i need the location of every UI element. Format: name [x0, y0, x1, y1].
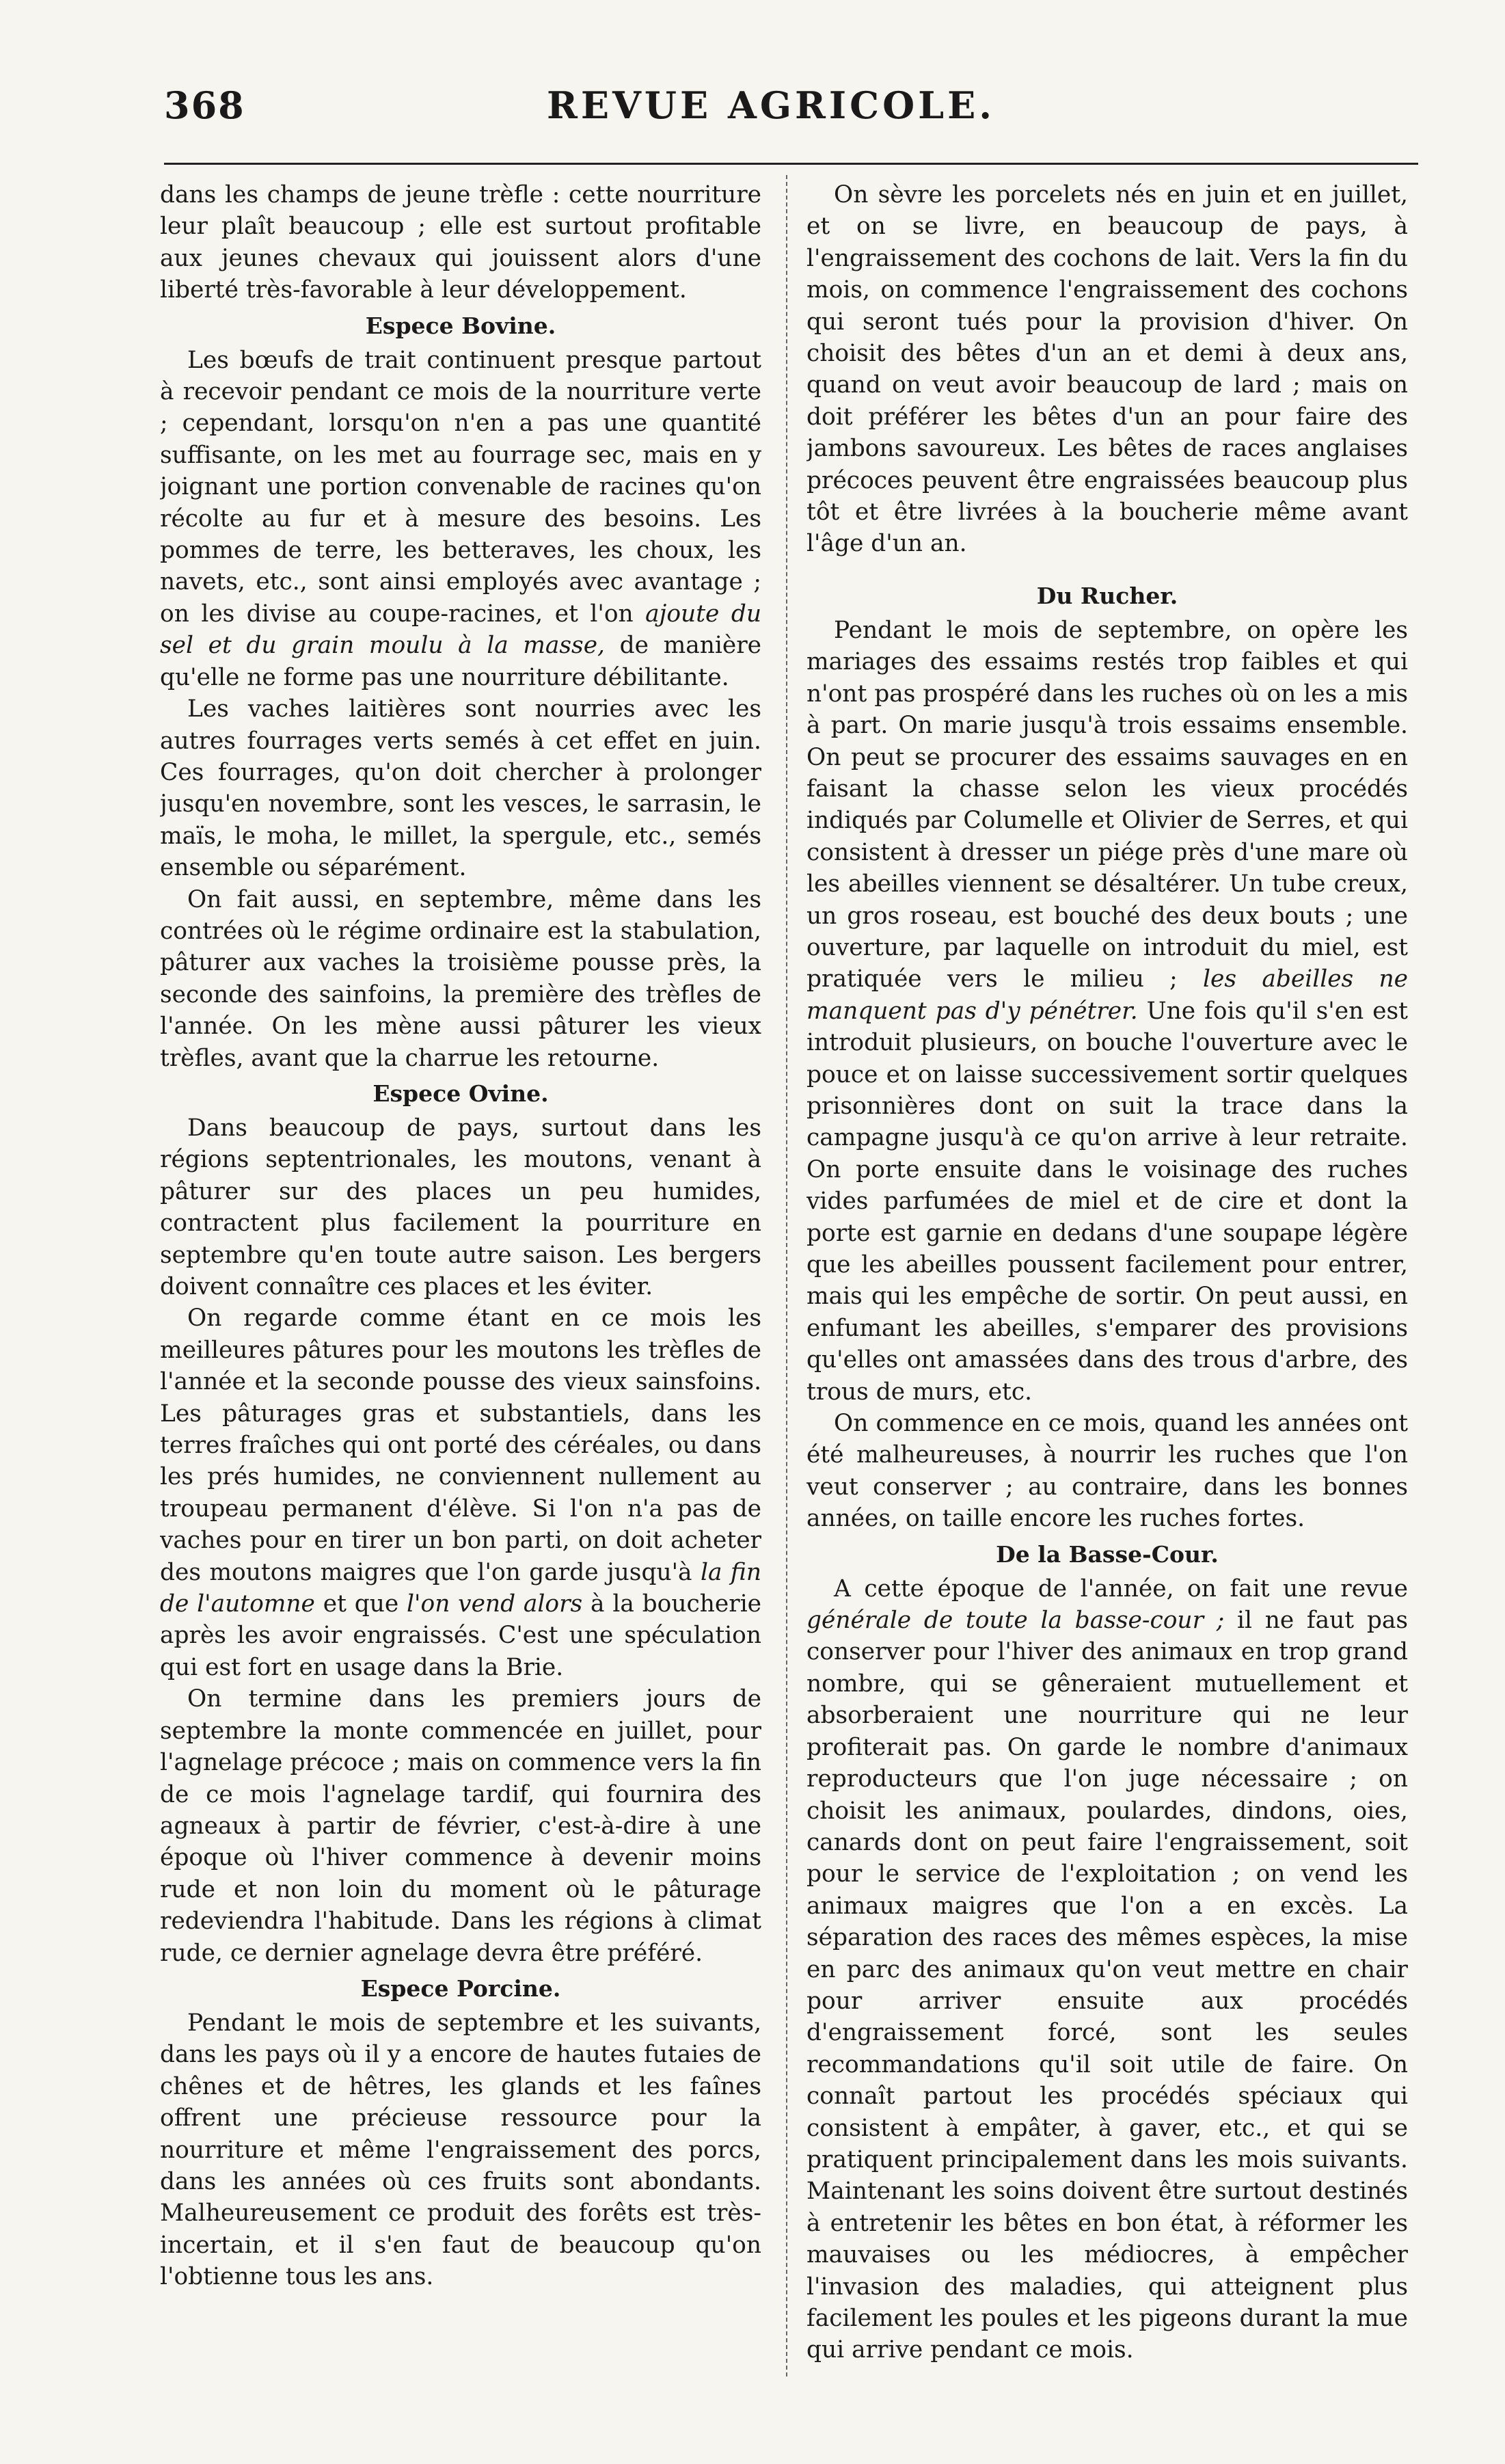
- paragraph: On termine dans les premiers jours de septembre la monte commencée en juillet, pour l'agnelage précoce ; mais on commence vers la fin de ce mois l'agnelage tardif, qui fournira des agneaux à partir de février, c'est-à-dire à une époque où l'hiver commence à devenir moins rude et non loin du moment où le pâturage redeviendra l'habitude. Dans les régions à climat rude, ce dernier agnelage devra être préféré.: [160, 1685, 761, 1967]
- paragraph: [806, 615, 1408, 1408]
- paragraph-text: il ne faut pas conserver pour l'hiver des animaux en trop grand nombre, qui se gêneraient mutuellement et absorberaient une nourriture qui ne leur profiterait pas. On garde le nombre d'animaux reproducteurs que l'on juge nécessaire ; on choisit les animaux, poulardes, dindons, oies, canards dont on peut faire l'engraissement, soit pour le service de l'exploitation ; on vend les animaux maigres que l'on a en excès. La séparation des races des mêmes espèces, la mise en parc des animaux qu'on veut mettre en chair pour arriver ensuite aux procédés d'engraissement forcé, sont les seules recommandations qu'il soit utile de faire. On connaît partout les procédés spéciaux qui consistent à empâter, à gaver, etc., et qui se pratiquent principalement dans les mois suivants. Maintenant les soins doivent être surtout destinés à entretenir les bêtes en bon état, à réformer les mauvaises ou les médiocres, à empêcher l'invasion des maladies, qui atteignent plus facilement les poules et les pigeons durant la mue qui arrive pendant ce mois.: [806, 1607, 1408, 2364]
- emphasis-text: les abeilles ne manquent pas d'y pénétrer.: [806, 965, 1408, 1025]
- running-title: REVUE AGRICOLE.: [547, 83, 996, 127]
- paragraph: On fait aussi, en septembre, même dans les contrées où le régime ordinaire est la stabulation, pâturer aux vaches la troisième pousse près, la seconde des sainfoins, la première des trèfles de l'année. On les mène aussi pâturer les vieux trèfles, avant que la charrue les retourne.: [160, 885, 761, 1072]
- paragraph: On commence en ce mois, quand les années ont été malheureuses, à nourrir les ruches que l'on veut conserver ; au contraire, dans les bonnes années, on taille encore les ruches fortes.: [806, 1410, 1408, 1533]
- paragraph: Dans beaucoup de pays, surtout dans les régions septentrionales, les moutons, venant à pâturer sur des places un peu humides, contractent plus facilement la pourriture en septembre qu'en toute autre saison. Les bergers doivent connaître ces places et les éviter.: [160, 1114, 761, 1300]
- paragraph: [160, 1302, 761, 1683]
- paragraph-text: A cette époque de l'année, on fait une revue: [834, 1575, 1408, 1603]
- emphasis-text: la fin de l'automne: [160, 1558, 761, 1618]
- left-column: [160, 179, 761, 2408]
- paragraph-text: Pendant le mois de septembre, on opère les mariages des essaims restés trop faibles et qui n'ont pas prospéré dans les ruches où on les a mis à part. On marie jusqu'à trois essaims ensemble. On peut se procurer des essaims sauvages en en faisant la chasse selon les vieux procédés indiqués par Columelle et Olivier de Serres, et qui consistent à dresser un piége près d'une mare où les abeilles viennent se désaltérer. Un tube creux, un gros roseau, est bouché des deux bouts ; une ouverture, par laquelle on introduit du miel, est pratiquée vers le milieu ;: [806, 616, 1408, 993]
- section-heading-porcine: Espece Porcine.: [360, 1974, 561, 2002]
- right-column: [806, 179, 1408, 2408]
- section-heading-bovine: Espece Bovine.: [365, 312, 556, 339]
- paragraph: Pendant le mois de septembre et les suivants, dans les pays où il y a encore de hautes futaies de chênes et de hêtres, les glands et les faînes offrent une précieuse ressource pour la nourriture et même l'engraissement des porcs, dans les années où ces fruits sont abondants. Malheureusement ce produit des forêts est très-incertain, et il s'en faut de beaucoup qu'on l'obtienne tous les ans.: [160, 2009, 761, 2291]
- emphasis-text: ajoute du sel et du grain moulu à la masse,: [160, 600, 761, 660]
- paragraph-text: et que: [323, 1590, 399, 1618]
- page-header: [164, 83, 1422, 138]
- paragraph: [806, 1573, 1408, 2366]
- paragraph-text: On regarde comme étant en ce mois les meilleures pâtures pour les moutons les trèfles de l'année et la seconde pousse des vieux sainsfoins. Les pâturages gras et substantiels, dans les terres fraîches qui ont porté des céréales, ou dans les prés humides, ne conviennent nullement au troupeau permanent d'élève. Si l'on n'a pas de vaches pour en tirer un bon parti, on doit acheter des moutons maigres que l'on garde jusqu'à: [160, 1304, 761, 1586]
- paragraph-text: de manière qu'elle ne forme pas une nourriture débilitante.: [160, 632, 761, 691]
- page-number: 368: [164, 83, 245, 127]
- paragraph: On sèvre les porcelets nés en juin et en juillet, et on se livre, en beaucoup de pays, à l'engraissement des cochons de lait. Vers la fin du mois, on commence l'engraissement des cochons qui seront tués pour la provision d'hiver. On choisit des bêtes d'un an et demi à deux ans, quand on veut avoir beaucoup de lard ; mais on doit préférer les bêtes d'un an pour faire des jambons savoureux. Les bêtes de races anglaises précoces peuvent être engraissées beaucoup plus tôt et être livrées à la boucherie même avant l'âge d'un an.: [806, 181, 1408, 558]
- section-heading-basse-cour: De la Basse-Cour.: [996, 1540, 1219, 1568]
- paragraph-text: Les bœufs de trait continuent presque partout à recevoir pendant ce mois de la nourriture verte ; cependant, lorsqu'on n'en a pas une quantité suffisante, on les met au fourrage sec, mais en y joignant une portion convenable de racines qu'on récolte au fur et à mesure des besoins. Les pommes de terre, les betteraves, les choux, les navets, etc., sont ainsi employés avec avantage ; on les divise au coupe-racines, et l'on: [160, 346, 761, 628]
- section-heading-rucher: Du Rucher.: [1036, 582, 1178, 609]
- header-rule: [164, 163, 1418, 165]
- emphasis-text: générale de toute la basse-cour ;: [806, 1607, 1225, 1635]
- paragraph: dans les champs de jeune trèfle : cette nourriture leur plaît beaucoup ; elle est surtout profitable aux jeunes chevaux qui jouissent alors d'une liberté très-favorable à leur développement.: [160, 181, 761, 304]
- paragraph: [160, 345, 761, 693]
- section-heading-ovine: Espece Ovine.: [372, 1080, 549, 1107]
- emphasis-text: l'on vend alors: [407, 1590, 583, 1618]
- column-divider: [786, 175, 787, 2376]
- paragraph-text: à la boucherie après les avoir engraissés. C'est une spéculation qui est fort en usage dans la Brie.: [160, 1590, 761, 1681]
- paragraph-text: Une fois qu'il s'en est introduit plusieurs, on bouche l'ouverture avec le pouce et on laisse successivement sortir quelques prisonnières dont on suit la trace dans la campagne jusqu'à ce qu'on arrive à leur retraite. On porte ensuite dans le voisinage des ruches vides parfumées de miel et de cire et dont la porte est garnie en dedans d'une soupape légère que les abeilles poussent facilement pour entrer, mais qui les empêche de sortir. On peut aussi, en enfumant les abeilles, s'emparer des provisions qu'elles ont amassées dans des trous d'arbre, des trous de murs, etc.: [806, 997, 1408, 1406]
- paragraph: Les vaches laitières sont nourries avec les autres fourrages verts semés à cet effet en juin. Ces fourrages, qu'on doit chercher à prolonger jusqu'en novembre, sont les vesces, le sarrasin, le maïs, le moha, le millet, la spergule, etc., semés ensemble ou séparément.: [160, 695, 761, 882]
